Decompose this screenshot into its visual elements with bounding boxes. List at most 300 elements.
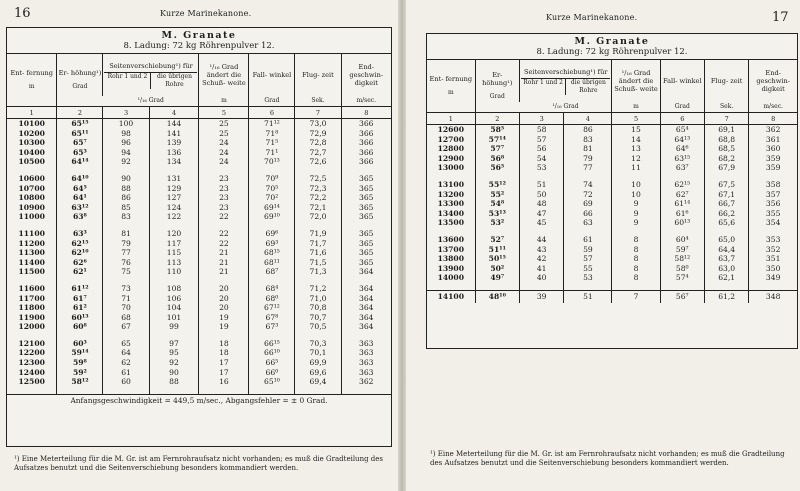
table-subtitle: 8. Ladung: 72 kg Röhrenpulver 12.	[536, 47, 688, 57]
table-cell: 364	[341, 284, 391, 294]
table-cell: 11700	[18, 293, 45, 303]
table-cell: 64⁶	[660, 144, 704, 154]
table-cell: 366	[341, 119, 391, 129]
table-cell: 79	[564, 154, 612, 164]
column-number-row	[7, 107, 391, 119]
table-cell: 69¹⁴	[249, 203, 295, 213]
table-cell: 41	[519, 264, 563, 274]
table-cell: 71,6	[295, 248, 341, 258]
table-cell: 141	[149, 129, 199, 139]
table-cell: 131	[149, 174, 199, 184]
table-cell: 11800	[18, 303, 45, 313]
spacer-cell	[341, 222, 391, 229]
table-cell: 12200	[18, 348, 45, 358]
table-row	[7, 248, 391, 258]
column-number: 4	[149, 107, 199, 119]
table-row	[427, 235, 797, 245]
table-cell: 22	[199, 229, 249, 239]
table-cell: 62,1	[704, 273, 748, 283]
table-cell: 13200	[437, 189, 464, 199]
table-cell: 81	[103, 229, 149, 239]
table-cell: 12000	[18, 322, 45, 332]
table-cell: 61⁷	[57, 294, 103, 304]
table-cell: 77	[564, 163, 612, 173]
table-cell: 61	[564, 235, 612, 245]
spacer-cell	[749, 228, 797, 235]
table-cell: 48¹⁰	[475, 290, 519, 303]
table-cell: 63⁷	[660, 163, 704, 173]
table-cell: 24	[199, 138, 249, 148]
table-cell: 53²	[475, 218, 519, 228]
table-cell: 59	[564, 245, 612, 255]
table-cell: 357	[749, 190, 797, 200]
table-cell: 70,7	[295, 313, 341, 323]
table-cell: 72,1	[295, 203, 341, 213]
spacer-cell	[249, 332, 295, 339]
left-page	[0, 0, 398, 491]
column-number: 6	[660, 113, 704, 125]
table-cell: 62⁶	[57, 258, 103, 268]
elevation-header: Er- höhung¹) Grad	[57, 54, 103, 107]
spacer-cell	[519, 228, 563, 235]
column-number: 4	[564, 113, 612, 125]
table-cell: 13300	[437, 199, 464, 209]
table-cell: 11400	[18, 257, 45, 267]
table-row	[7, 339, 391, 349]
table-cell: 68¹⁵	[249, 248, 295, 258]
spacer-cell	[57, 167, 103, 174]
table-cell: 67⁸	[249, 313, 295, 323]
table-cell: 10900	[18, 202, 45, 212]
table-cell: 72,6	[295, 157, 341, 167]
table-cell: 70⁹	[249, 174, 295, 184]
spacer-cell	[341, 332, 391, 339]
table-cell: 57	[564, 254, 612, 264]
table-header	[427, 34, 797, 60]
side-shift-title: Seitenverschiebung¹) für	[104, 62, 197, 73]
table-cell: 15	[612, 125, 660, 135]
table-cell: 14	[612, 135, 660, 145]
table-cell: 13000	[437, 163, 464, 173]
column-number: 8	[749, 113, 797, 125]
table-cell: 66⁰	[249, 368, 295, 378]
table-cell: 21	[199, 248, 249, 258]
spacer-cell	[149, 387, 199, 394]
spacer-cell	[199, 277, 249, 284]
other-barrels-header: die übrigen Rohre	[570, 78, 606, 94]
table-cell: 63,7	[704, 254, 748, 264]
table-cell: 64⁵	[57, 184, 103, 194]
table-cell: 61¹²	[57, 284, 103, 294]
table-cell: 62¹⁰	[57, 248, 103, 258]
table-cell: 8	[612, 273, 660, 283]
table-cell: 12	[612, 154, 660, 164]
group-separator	[427, 283, 797, 291]
range-change-header: ¹/₁₆ Grad ändert die Schuß- weite	[199, 54, 249, 96]
table-cell: 364	[341, 294, 391, 304]
table-cell: 60	[103, 377, 149, 387]
spacer-cell	[704, 173, 748, 180]
table-cell: 358	[749, 180, 797, 190]
spacer-cell	[7, 222, 57, 229]
spacer-cell	[475, 173, 519, 180]
table-cell: 144	[149, 119, 199, 129]
table-row	[7, 138, 391, 148]
spacer-cell	[295, 332, 341, 339]
table-cell: 106	[149, 294, 199, 304]
table-cell: 65,0	[704, 235, 748, 245]
table-cell: 68⁷	[249, 267, 295, 277]
table-cell: 79	[103, 239, 149, 249]
table-cell: 9	[612, 199, 660, 209]
table-cell: 10	[612, 180, 660, 190]
table-cell: 57⁷	[475, 144, 519, 154]
table-row	[427, 144, 797, 154]
spacer-cell	[199, 222, 249, 229]
table-cell: 55¹²	[475, 180, 519, 190]
table-cell: 64	[103, 348, 149, 358]
table-cell: 22	[199, 212, 249, 222]
table-cell: 362	[341, 377, 391, 387]
table-cell: 360	[749, 144, 797, 154]
unit-label: m	[447, 89, 454, 96]
table-cell: 60¹³	[660, 218, 704, 228]
table-cell: 355	[749, 209, 797, 219]
spacer-cell	[7, 332, 57, 339]
spacer-cell	[249, 222, 295, 229]
spacer-cell	[249, 387, 295, 394]
running-title: Kurze Marinekanone.	[546, 13, 638, 22]
page-number: 17	[772, 10, 789, 25]
table-cell: 69⁶	[249, 229, 295, 239]
column-number: 5	[612, 113, 660, 125]
table-cell: 49⁷	[475, 273, 519, 283]
table-cell: 21	[199, 267, 249, 277]
spacer-cell	[341, 167, 391, 174]
table-row	[7, 148, 391, 158]
table-cell: 58¹²	[660, 254, 704, 264]
table-cell: 72,0	[295, 212, 341, 222]
table-cell: 11600	[18, 283, 45, 293]
table-row	[7, 193, 391, 203]
table-cell: 10700	[18, 183, 45, 193]
column-number: 7	[295, 107, 341, 119]
table-cell: 71¹²	[249, 119, 295, 129]
spacer-cell	[149, 167, 199, 174]
table-cell: 67¹²	[249, 303, 295, 313]
table-cell: 72,9	[295, 129, 341, 139]
table-cell: 64¹⁴	[57, 157, 103, 167]
table-cell: 68,8	[704, 135, 748, 145]
side-shift-header	[103, 54, 199, 96]
table-cell: 57⁴	[660, 273, 704, 283]
table-cell: 72,7	[295, 148, 341, 158]
table-cell: 65⁴	[660, 125, 704, 135]
table-cell: 59²	[57, 368, 103, 378]
table-cell: 18	[199, 339, 249, 349]
table-cell: 353	[749, 235, 797, 245]
table-cell: 354	[749, 218, 797, 228]
table-cell: 113	[149, 258, 199, 268]
distance-header: Ent- fernung m	[429, 75, 473, 96]
table-cell: 69¹⁰	[249, 212, 295, 222]
table-cell: 62¹⁵	[57, 239, 103, 249]
table-cell: 65¹⁰	[249, 377, 295, 387]
group-separator	[7, 387, 391, 394]
table-cell: 77	[103, 248, 149, 258]
table-cell: 365	[341, 248, 391, 258]
table-cell: 66,7	[704, 199, 748, 209]
spacer-cell	[519, 283, 563, 291]
table-cell: 10800	[18, 193, 45, 203]
spacer-cell	[295, 277, 341, 284]
spacer-cell	[519, 173, 563, 180]
unit-label: Grad	[489, 93, 505, 100]
spacer-cell	[7, 167, 57, 174]
table-cell: 71,9	[295, 229, 341, 239]
table-cell: 64¹³	[660, 135, 704, 145]
table-cell: 11100	[18, 228, 45, 238]
column-number: 1	[427, 113, 475, 125]
table-cell: 10500	[18, 157, 45, 167]
table-cell: 69,6	[295, 368, 341, 378]
table-cell: 47	[519, 209, 563, 219]
distance-header: Ent- fernung m	[7, 54, 57, 107]
table-cell: 88	[103, 184, 149, 194]
spacer-cell	[295, 387, 341, 394]
spacer-cell	[103, 332, 149, 339]
table-subtitle: 8. Ladung: 72 kg Röhrenpulver 12.	[123, 41, 275, 51]
table-cell: 12100	[18, 338, 45, 348]
table-cell: 69,9	[295, 358, 341, 368]
table-cell: 68,5	[704, 144, 748, 154]
table-cell: 67³	[249, 322, 295, 332]
spacer-cell	[612, 173, 660, 180]
table-row	[7, 174, 391, 184]
table-cell: 50¹⁵	[475, 254, 519, 264]
table-cell: 71,5	[295, 258, 341, 268]
table-cell: 54⁸	[475, 199, 519, 209]
table-cell: 60¹³	[57, 313, 103, 323]
unit-label: m	[199, 96, 249, 107]
table-cell: 71,0	[295, 294, 341, 304]
side-shift-title: Seitenverschiebung¹) für	[521, 68, 610, 79]
spacer-cell	[7, 387, 57, 394]
table-cell: 363	[341, 358, 391, 368]
table-cell: 63³	[57, 229, 103, 239]
table-cell: 68	[103, 313, 149, 323]
table-cell: 71	[103, 294, 149, 304]
table-cell: 90	[103, 174, 149, 184]
table-cell: 72	[564, 190, 612, 200]
table-cell: 13700	[437, 244, 464, 254]
table-cell: 134	[149, 157, 199, 167]
column-number-row	[427, 113, 797, 125]
table-cell: 365	[341, 174, 391, 184]
table-cell: 364	[341, 313, 391, 323]
table-row	[7, 368, 391, 378]
fall-angle-header: Fall- winkel	[660, 60, 704, 102]
table-row	[427, 154, 797, 164]
table-cell: 19	[199, 322, 249, 332]
table-cell: 136	[149, 148, 199, 158]
table-row	[427, 273, 797, 283]
table-cell: 68⁴	[249, 284, 295, 294]
table-row	[7, 184, 391, 194]
unit-label: Sek.	[295, 96, 341, 107]
table-cell: 63¹²	[57, 203, 103, 213]
table-cell: 71,3	[295, 267, 341, 277]
spacer-cell	[704, 228, 748, 235]
unit-label: m	[612, 102, 660, 113]
table-cell: 12800	[437, 144, 464, 154]
table-cell: 45	[519, 218, 563, 228]
table-cell: 365	[341, 239, 391, 249]
table-cell: 73	[103, 284, 149, 294]
table-cell: 10100	[18, 119, 45, 128]
spacer-cell	[749, 283, 797, 291]
table-cell: 13100	[437, 179, 464, 189]
table-cell: 88	[149, 377, 199, 387]
table-cell: 8	[612, 254, 660, 264]
fall-angle-header: Fall- winkel	[249, 54, 295, 96]
table-cell: 63¹⁵	[660, 154, 704, 164]
group-separator	[427, 173, 797, 180]
table-cell: 72,5	[295, 174, 341, 184]
table-row	[7, 358, 391, 368]
table-cell: 44	[519, 235, 563, 245]
spacer-cell	[612, 283, 660, 291]
unit-label: Sek.	[704, 102, 748, 113]
table-cell: 10400	[18, 147, 45, 157]
table-cell: 42	[519, 254, 563, 264]
spacer-cell	[612, 228, 660, 235]
table-cell: 67,1	[704, 190, 748, 200]
spacer-cell	[199, 167, 249, 174]
table-cell: 62¹⁵	[660, 180, 704, 190]
table-cell: 81	[564, 144, 612, 154]
table-cell: 365	[341, 229, 391, 239]
table-cell: 69,4	[295, 377, 341, 387]
table-cell: 83	[564, 135, 612, 145]
table-cell: 13800	[437, 254, 464, 264]
table-cell: 11500	[18, 267, 45, 277]
table-cell: 13900	[437, 263, 464, 273]
table-cell: 51¹¹	[475, 245, 519, 255]
table-cell: 100	[103, 119, 149, 129]
column-number: 1	[7, 107, 57, 119]
table-cell: 17	[199, 358, 249, 368]
right-page	[406, 0, 800, 491]
table-cell: 62	[103, 358, 149, 368]
firing-table	[7, 54, 391, 394]
table-cell: 67	[103, 322, 149, 332]
table-cell: 58¹²	[57, 377, 103, 387]
table-cell: 61²	[57, 303, 103, 313]
table-cell: 17	[199, 368, 249, 378]
group-separator	[7, 332, 391, 339]
spacer-cell	[660, 228, 704, 235]
table-cell: 53¹³	[475, 209, 519, 219]
book-gutter	[398, 0, 406, 491]
table-cell: 71,2	[295, 284, 341, 294]
table-cell: 108	[149, 284, 199, 294]
table-cell: 9	[612, 209, 660, 219]
table-cell: 66,2	[704, 209, 748, 219]
table-cell: 66¹⁰	[249, 348, 295, 358]
table-cell: 70²	[249, 193, 295, 203]
table-row	[7, 303, 391, 313]
table-cell: 59⁷	[660, 245, 704, 255]
table-cell: 363	[341, 348, 391, 358]
side-shift-unit: ¹/₁₆ Grad	[137, 97, 164, 104]
table-cell: 53	[564, 273, 612, 283]
table-row	[7, 229, 391, 239]
side-shift-subheaders	[521, 79, 610, 95]
barrel-1-2-header: Rohr 1 und 2	[521, 79, 566, 95]
table-cell: 59⁸	[57, 358, 103, 368]
table-cell: 356	[749, 199, 797, 209]
table-cell: 362	[749, 125, 797, 135]
table-cell: 86	[103, 193, 149, 203]
flight-time-header: Flug- zeit	[704, 60, 748, 102]
spacer-cell	[341, 387, 391, 394]
spacer-cell	[57, 222, 103, 229]
table-row	[7, 258, 391, 268]
table-cell: 366	[341, 148, 391, 158]
table-cell: 117	[149, 239, 199, 249]
table-cell: 8	[612, 245, 660, 255]
column-number: 2	[57, 107, 103, 119]
table-cell: 365	[341, 193, 391, 203]
group-separator	[7, 277, 391, 284]
table-row	[427, 218, 797, 228]
table-cell: 72,8	[295, 138, 341, 148]
table-row	[427, 163, 797, 173]
initial-velocity-note: Anfangsgeschwindigkeit = 449,5 m/sec., Abgangsfehler = ± 0 Grad.	[7, 394, 391, 405]
table-cell: 124	[149, 203, 199, 213]
table-cell: 115	[149, 248, 199, 258]
table-cell: 129	[149, 184, 199, 194]
spacer-cell	[7, 277, 57, 284]
table-cell: 365	[341, 258, 391, 268]
table-cell: 69	[564, 199, 612, 209]
table-row	[7, 294, 391, 304]
table-row	[427, 245, 797, 255]
table-cell: 70	[103, 303, 149, 313]
side-shift-unit: ¹/₁₆ Grad	[552, 103, 579, 110]
table-cell: 51	[564, 290, 612, 303]
table-cell: 58	[519, 125, 563, 135]
page-number: 16	[14, 6, 31, 21]
spacer-cell	[564, 173, 612, 180]
column-number: 3	[103, 107, 149, 119]
table-cell: 97	[149, 339, 199, 349]
table-cell: 359	[749, 154, 797, 164]
table-row	[427, 254, 797, 264]
other-barrels-header: die übrigen Rohre	[157, 72, 192, 88]
table-cell: 20	[199, 303, 249, 313]
spacer-cell	[57, 387, 103, 394]
table-cell: 16	[199, 377, 249, 387]
table-cell: 99	[149, 322, 199, 332]
table-cell: 139	[149, 138, 199, 148]
table-cell: 56	[519, 144, 563, 154]
spacer-cell	[660, 283, 704, 291]
table-cell: 23	[199, 193, 249, 203]
table-cell: 8	[612, 264, 660, 274]
spacer-cell	[249, 167, 295, 174]
